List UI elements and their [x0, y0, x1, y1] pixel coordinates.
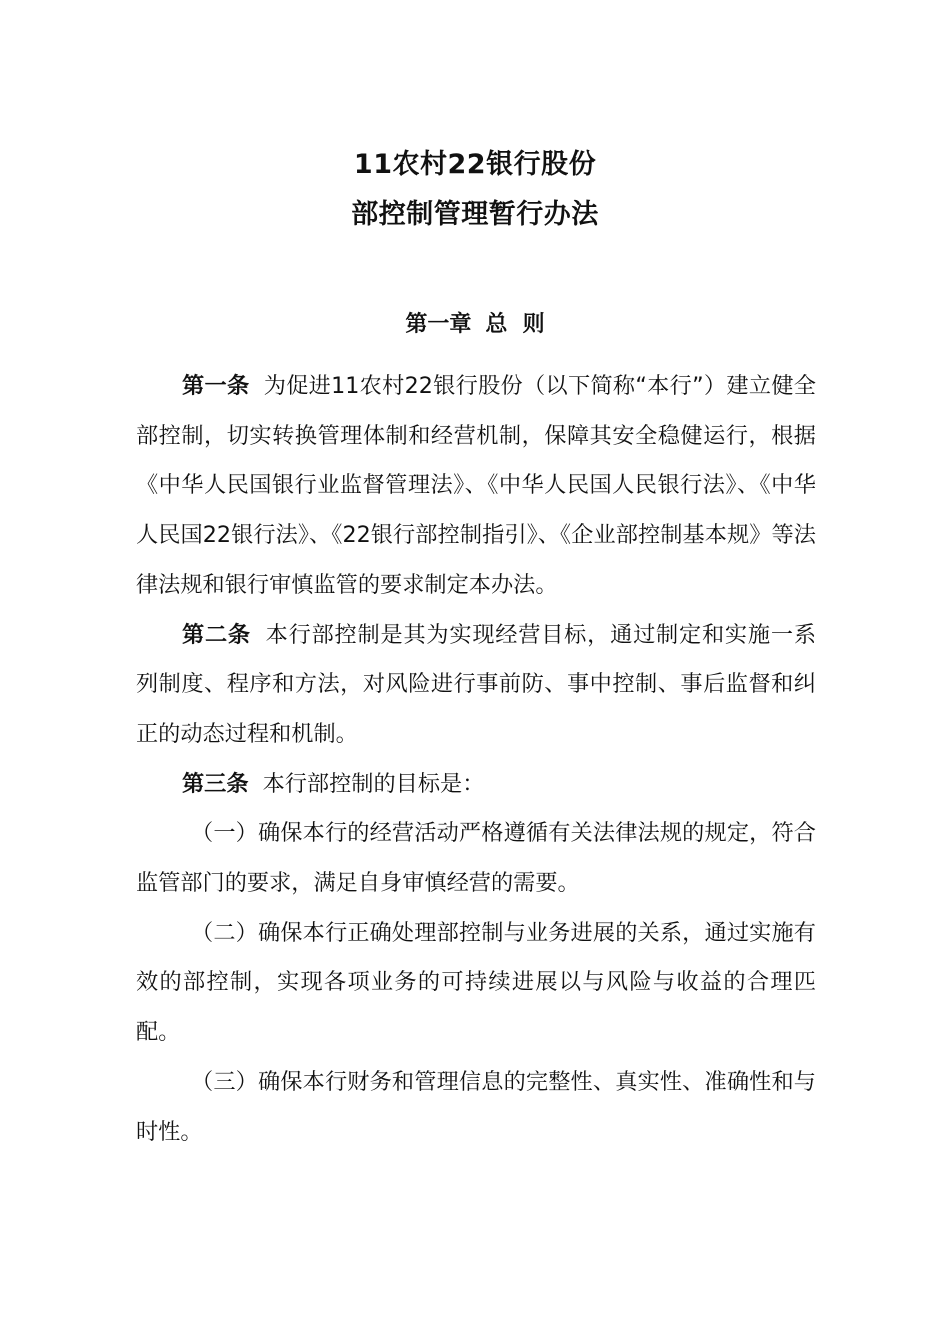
chapter-title: 总 则 — [485, 312, 545, 337]
list-item: （二）确保本行正确处理部控制与业务进展的关系，通过实施有效的部控制，实现各项业务的可持续进展以与风险与收益的合理匹配。 — [136, 919, 816, 1046]
article-1 — [136, 362, 816, 611]
title-line-2: 部控制管理暂行办法 — [351, 199, 599, 230]
article-label: 第三条 — [182, 770, 249, 797]
document-title — [0, 140, 950, 240]
article-label: 第二条 — [182, 621, 251, 648]
article-text: 为促进11农村22银行股份（以下简称“本行”）建立健全部控制，切实转换管理体制和经营机制，保障其安全稳健运行，根据《中华人民国银行业监督管理法》、《中华人民国人民银行法》、《中华人民国22银行法》、《22银行部控制指引》、《企业部控制基本规》等法律法规和银行审慎监管的要求制定本办法。 — [136, 373, 816, 598]
list-item: （一）确保本行的经营活动严格遵循有关法律法规的规定，符合监管部门的要求，满足自身审慎经营的需要。 — [136, 820, 816, 897]
chapter-heading — [0, 308, 950, 342]
title-line-1: 11农村22银行股份 — [353, 149, 597, 180]
list-item: （三）确保本行财务和管理信息的完整性、真实性、准确性和与时性。 — [136, 1068, 816, 1145]
article-2 — [136, 611, 816, 760]
article-label: 第一条 — [182, 373, 250, 399]
chapter-label: 第一章 — [405, 312, 472, 337]
document-body — [136, 362, 816, 1157]
article-text: 本行部控制是其为实现经营目标，通过制定和实施一系列制度、程序和方法，对风险进行事前防、事中控制、事后监督和纠正的动态过程和机制。 — [136, 621, 817, 747]
article-3 — [136, 760, 816, 810]
article-text: 本行部控制的目标是： — [262, 770, 485, 797]
